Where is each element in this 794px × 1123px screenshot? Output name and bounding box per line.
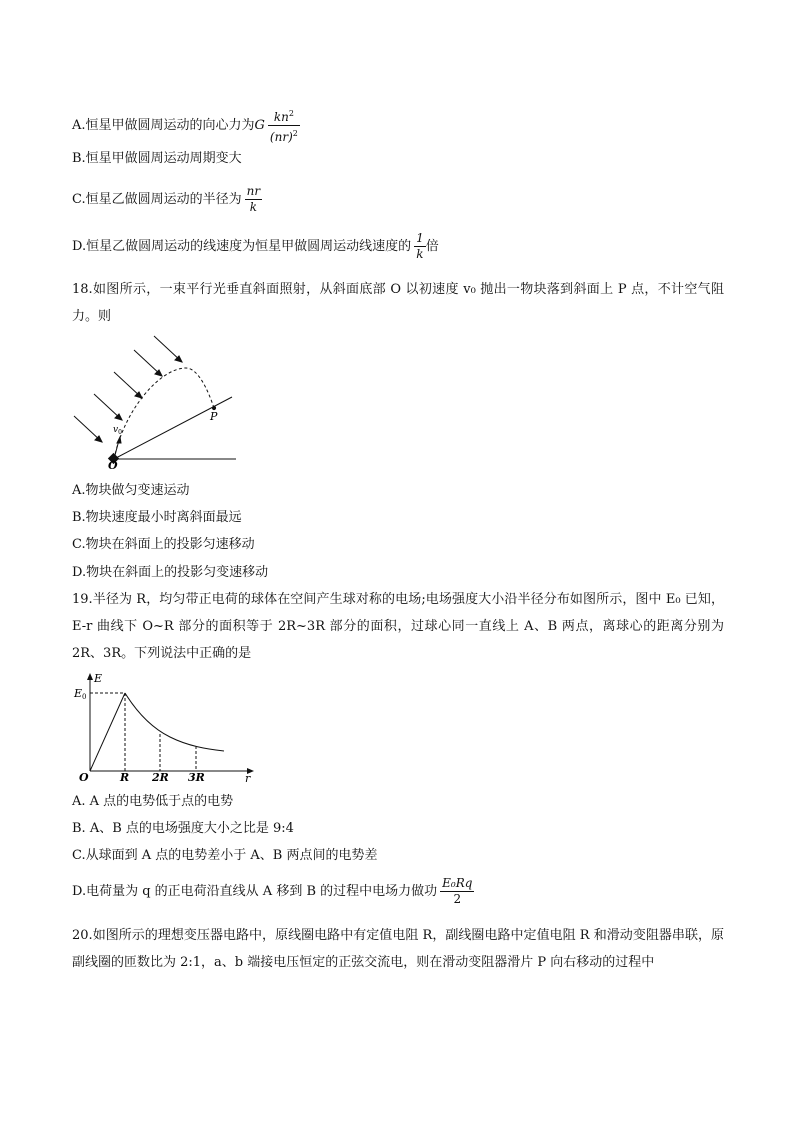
q18-label-v-sub: 0: [118, 429, 122, 436]
q18-option-c: C.物块在斜面上的投影匀速移动: [72, 537, 255, 552]
q19-option-a: A. A 点的电势低于点的电势: [72, 794, 234, 809]
q19-e0-sub: 0: [82, 693, 87, 701]
q19-option-d-fraction: [440, 876, 474, 907]
q19-tick-label: 3R: [188, 771, 205, 784]
q17-option-a-den: (nr): [269, 130, 293, 144]
q17-option-d: [72, 231, 439, 262]
q19-linear-segment: [90, 693, 125, 771]
q17-option-d-text: D.恒星乙做圆周运动的线速度为恒星甲做圆周运动线速度的: [72, 239, 412, 254]
q17-option-a-G: G: [254, 118, 265, 133]
q18-option-a: A.物块做匀变速运动: [72, 483, 190, 498]
q17-option-c: [72, 184, 262, 215]
q17-option-d-num: 1: [416, 231, 424, 245]
q19-tick-label: R: [120, 771, 130, 784]
q20-stem: 20.如图所示的理想变压器电路中，原线圈电路中有定值电阻 R，副线圈电路中定值电阻 R 和滑动变阻器串联，原副线圈的匝数比为 2:1，a、b 端接电压恒定的正弦交流电，则在滑动变阻器滑片 P 向右移动的过程中: [72, 928, 724, 970]
q19-axis-x-label: r: [245, 772, 251, 784]
q19-tick-label: 2R: [152, 771, 169, 784]
q17-option-d-fraction: [414, 231, 426, 262]
q18-option-d: D.物块在斜面上的投影匀变速移动: [72, 565, 269, 580]
q19-e0-label: [73, 687, 87, 701]
q19-option-c: C.从球面到 A 点的电势差小于 A、B 两点间的电势差: [72, 848, 378, 863]
q19-option-b: B. A、B 点的电场强度大小之比是 9:4: [72, 821, 294, 836]
q19-e0-main: E: [74, 687, 83, 700]
q17-option-c-text: C.恒星乙做圆周运动的半径为: [72, 192, 242, 207]
q17-option-c-num: nr: [246, 184, 261, 198]
q19-decay-curve: [125, 693, 224, 751]
q18-label-v-main: v: [113, 425, 119, 435]
q18-option-b: B.物块速度最小时离斜面最远: [72, 510, 242, 525]
q18-figure: [70, 330, 245, 470]
q17-option-d-suffix: 倍: [425, 239, 439, 254]
q18-stem: 18.如图所示，一束平行光垂直斜面照射，从斜面底部 O 以初速度 v₀ 抛出一物块落到斜面上 P 点，不计空气阻力。则: [72, 282, 724, 324]
q17-option-a-num: kn: [273, 110, 289, 124]
q19-option-d: [72, 876, 474, 907]
q18-trajectory-path: [114, 368, 214, 459]
q19-axis-y-label: E: [94, 672, 103, 685]
q17-option-c-den: k: [249, 200, 257, 214]
q17-option-a-den-exp: 2: [292, 129, 298, 138]
q18-label-o: O: [108, 459, 118, 470]
q18-label-p: P: [210, 410, 218, 423]
q17-option-a-fraction: [268, 106, 300, 145]
q17-option-a: [72, 106, 300, 145]
q17-option-b: B.恒星甲做圆周运动周期变大: [72, 151, 242, 166]
q17-option-d-den: k: [416, 247, 424, 261]
q19-option-d-num: E₀Rq: [442, 876, 473, 890]
q19-y-axis-arrow: [87, 673, 93, 680]
q18-label-v: [113, 425, 122, 436]
q17-option-c-fraction: [245, 184, 262, 215]
q19-figure: [72, 670, 257, 784]
q19-origin-label: O: [79, 771, 89, 784]
q18-velocity-arrow-head: [117, 437, 121, 443]
q19-option-d-text: D.电荷量为 q 的正电荷沿直线从 A 移到 B 的过程中电场力做功: [72, 884, 438, 899]
q19-stem: 19.半径为 R，均匀带正电荷的球体在空间产生球对称的电场;电场强度大小沿半径分布如图所示，图中 E₀ 已知， E-r 曲线下 O~R 部分的面积等于 2R~3R 部分的面积，过球心同一直线上 A、B 两点，离球心的距离分别为 2R、3R。下列说法中正确的是: [72, 592, 724, 661]
q17-option-a-text: A.恒星甲做圆周运动的向心力为: [72, 118, 255, 133]
q17-option-a-num-exp: 2: [288, 109, 294, 118]
q19-option-d-den: 2: [453, 892, 462, 906]
